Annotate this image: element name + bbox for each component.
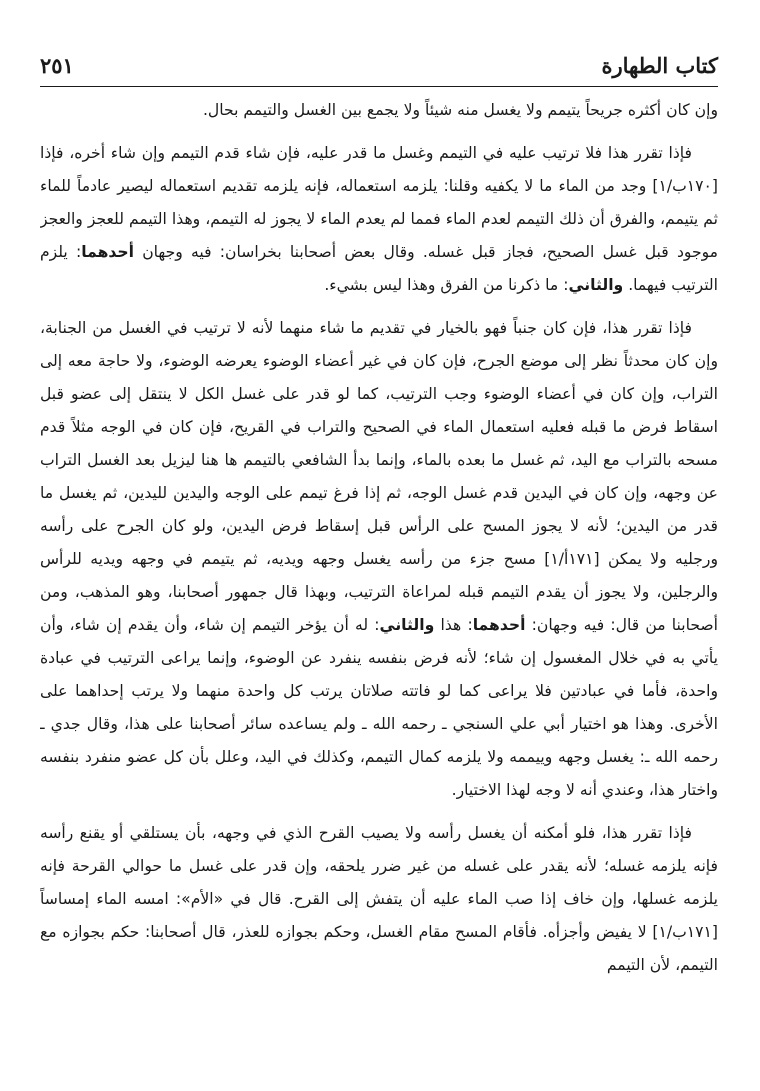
paragraph-text: فإذا تقرر هذا فلا ترتيب عليه في التيمم وغسل ما قدر عليه، فإن شاء قدم التيمم وإن شاء أخره، فإذا [١٧٠ب/١] وجد من الماء ما لا يكفيه وقلنا: يلزمه استعماله، فإنه يلزمه تقديم استعماله ليصير عادماً للماء ثم يتيمم، والفرق أن ذلك التيمم لعدم الماء فمما لم يعدم الماء لا يجوز له التيمم، وهذا التيمم للعجز والعجز موجود قبل غسل الصحيح، فجاز قبل غسله. وقال بعض أصحابنا بخراسان: فيه وجهان [40,144,718,261]
paragraph-2 [40,137,718,302]
paragraph-4: فإذا تقرر هذا، فلو أمكنه أن يغسل رأسه ولا يصيب القرح الذي في وجهه، بأن يستلقي أو يقنع رأسه فإنه يلزمه غسله؛ لأنه يقدر على غسله من غير ضرر يلحقه، وإن قدر على غسل ما حوالي القرحة فإنه يلزمه غسلها، وإن خاف إذا صب الماء عليه أن يتفش إلى القرح. قال في «الأم»: امسه الماء إمساساً [١٧١ب/١] لا يفيض وأجزأه. فأقام المسح مقام الغسل، وحكم بجوازه للعذر، قال أصحابنا: حكم بجوازه مع التيمم، لأن التيمم [40,824,718,974]
first-opinion-label: أحدهما [472,616,526,634]
header-divider [40,86,718,87]
paragraph-text: : ما ذكرنا من الفرق وهذا ليس بشيء. [324,276,569,294]
first-opinion-label: أحدهما [81,243,134,261]
page-number: ٢٥١ [40,53,74,78]
paragraph-text: : يلزم الترتيب فيهما. [40,243,718,294]
chapter-title: كتاب الطهارة [601,53,718,78]
second-opinion-label: والثاني [379,616,435,634]
paragraph-text: : له أن يؤخر التيمم إن شاء، وأن يقدم إن شاء، وأن يأتي به في خلال المغسول إن شاء؛ لأنه فرض بنفسه ينفرد عن الوضوء، وإنما يراعى الترتيب في عبادة واحدة، فأما في عبادتين فلا يراعى كما لو فاتته صلاتان يرتب كل واحدة منهما ولا يرتب إحداهما على الأخرى. وهذا هو اختيار أبي علي السنجي ـ رحمه الله ـ ولم يساعده سائر أصحابنا على هذا، وقال جدي ـ رحمه الله ـ: يغسل وجهه وييممه ولا يلزمه كمال التيمم، وكذلك في اليد، وعلل بأن كل عضو منفرد بنفسه واختار هذا، وعندي أنه لا وجه لهذا الاختيار. [40,616,718,799]
page-header [40,48,718,84]
second-opinion-label: والثاني [568,276,624,294]
paragraph-1: وإن كان أكثره جريحاً يتيمم ولا يغسل منه شيئاً ولا يجمع بين الغسل والتيمم بحال. [202,101,718,119]
page-body [40,94,718,1074]
paragraph-3 [40,312,718,807]
paragraph-text: : هذا [434,616,473,634]
paragraph-text: فإذا تقرر هذا، فإن كان جنباً فهو بالخيار في تقديم ما شاء منهما لأنه لا ترتيب في الغسل من الجنابة، وإن كان محدثاً نظر إلى موضع الجرح، فإن كان في غير أعضاء الوضوء يعرضه الوضوء، ولا حاجة معه إلى التراب، وإن كان في أعضاء الوضوء وجب الترتيب، كما لو قدر على غسل الكل لا ينتقل إلى عضو قبل اسقاط فرض ما قبله فعليه استعمال الماء في الصحيح والتراب في القريح، فإن كان في الوجه مثلاً قدم مسحه بالتراب مع اليد، ثم غسل ما بعده بالماء، وإنما بدأ الشافعي بالتيمم ها هنا ليزيل بعد الغسل التراب عن وجهه، وإن كان في اليدين قدم غسل الوجه، ثم إذا فرغ تيمم على الوجه واليدين لليدين، ثم يغسل ما قدر من اليدين؛ لأنه لا يجوز المسح على الرأس قبل إسقاط فرض اليدين، ولو كان الجرح على رأسه ورجليه ولا يمكن [١٧١أ/١] مسح جزء من رأسه يغسل وجهه ويديه، ثم يتيمم في وجهه ويديه للرأس والرجلين، ولا يجوز أن يقدم التيمم قبله لمراعاة الترتيب، وبهذا قال جمهور أصحابنا، وهو المذهب، ومن أصحابنا من قال: فيه وجهان: [40,319,718,634]
